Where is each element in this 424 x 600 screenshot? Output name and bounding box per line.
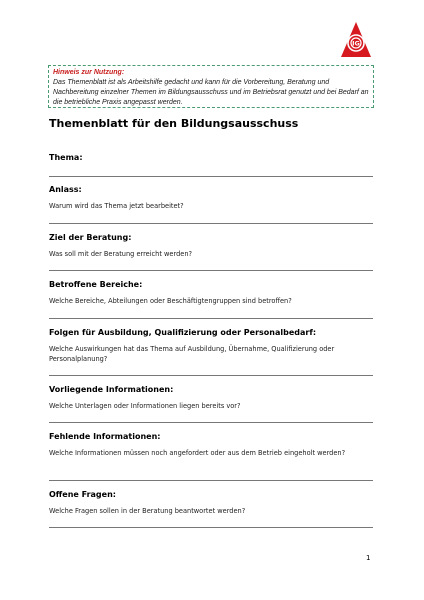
page-title: Themenblatt für den Bildungsausschuss (49, 117, 299, 130)
divider (49, 422, 373, 423)
section-fehlend (49, 431, 373, 458)
section-bereiche (49, 279, 373, 306)
section-question: Welche Auswirkungen hat das Thema auf Ausbildung, Übernahme, Qualifizierung oder Personalplanung? (49, 345, 335, 363)
section-label: Betroffene Bereiche: (49, 280, 143, 289)
section-label: Fehlende Informationen: (49, 432, 161, 441)
section-question: Warum wird das Thema jetzt bearbeitet? (49, 202, 184, 210)
hint-title: Hinweis zur Nutzung: (53, 69, 125, 76)
section-vorliegend (49, 384, 373, 411)
divider (49, 270, 373, 271)
section-label: Offene Fragen: (49, 490, 116, 499)
section-ziel (49, 232, 373, 259)
section-label: Ziel der Beratung: (49, 233, 132, 242)
divider (49, 375, 373, 376)
section-anlass (49, 184, 373, 211)
divider (49, 480, 373, 481)
section-label: Anlass: (49, 185, 82, 194)
section-question: Welche Unterlagen oder Informationen liegen bereits vor? (49, 402, 241, 410)
section-label: Folgen für Ausbildung, Qualifizierung oder Personalbedarf: (49, 328, 317, 337)
divider (49, 223, 373, 224)
section-question: Was soll mit der Beratung erreicht werden? (49, 250, 192, 258)
divider (49, 176, 373, 177)
hint-text: Das Themenblatt ist als Arbeitshilfe gedacht und kann für die Vorbereitung, Beratung und Nachbereitung einzelner Themen im Bildungsausschuss und im Betriebsrat genutzt und bei Bedarf an die betriebliche Praxis angepasst werden. (53, 79, 369, 106)
ig-metall-logo (340, 21, 372, 58)
divider (49, 527, 373, 528)
usage-hint-box (48, 65, 374, 108)
section-folgen (49, 327, 373, 364)
page-number: 1 (366, 554, 371, 562)
section-question: Welche Informationen müssen noch angefordert oder aus dem Betrieb eingeholt werden? (49, 449, 346, 457)
section-label: Vorliegende Informationen: (49, 385, 174, 394)
logo-letters: IG (352, 39, 360, 48)
section-thema (49, 152, 373, 163)
section-offene-fragen (49, 489, 373, 516)
section-label: Thema: (49, 153, 83, 162)
section-question: Welche Fragen sollen in der Beratung beantwortet werden? (49, 507, 246, 515)
divider (49, 318, 373, 319)
section-question: Welche Bereiche, Abteilungen oder Beschäftigtengruppen sind betroffen? (49, 297, 292, 305)
ig-metall-logo-icon (340, 21, 372, 58)
